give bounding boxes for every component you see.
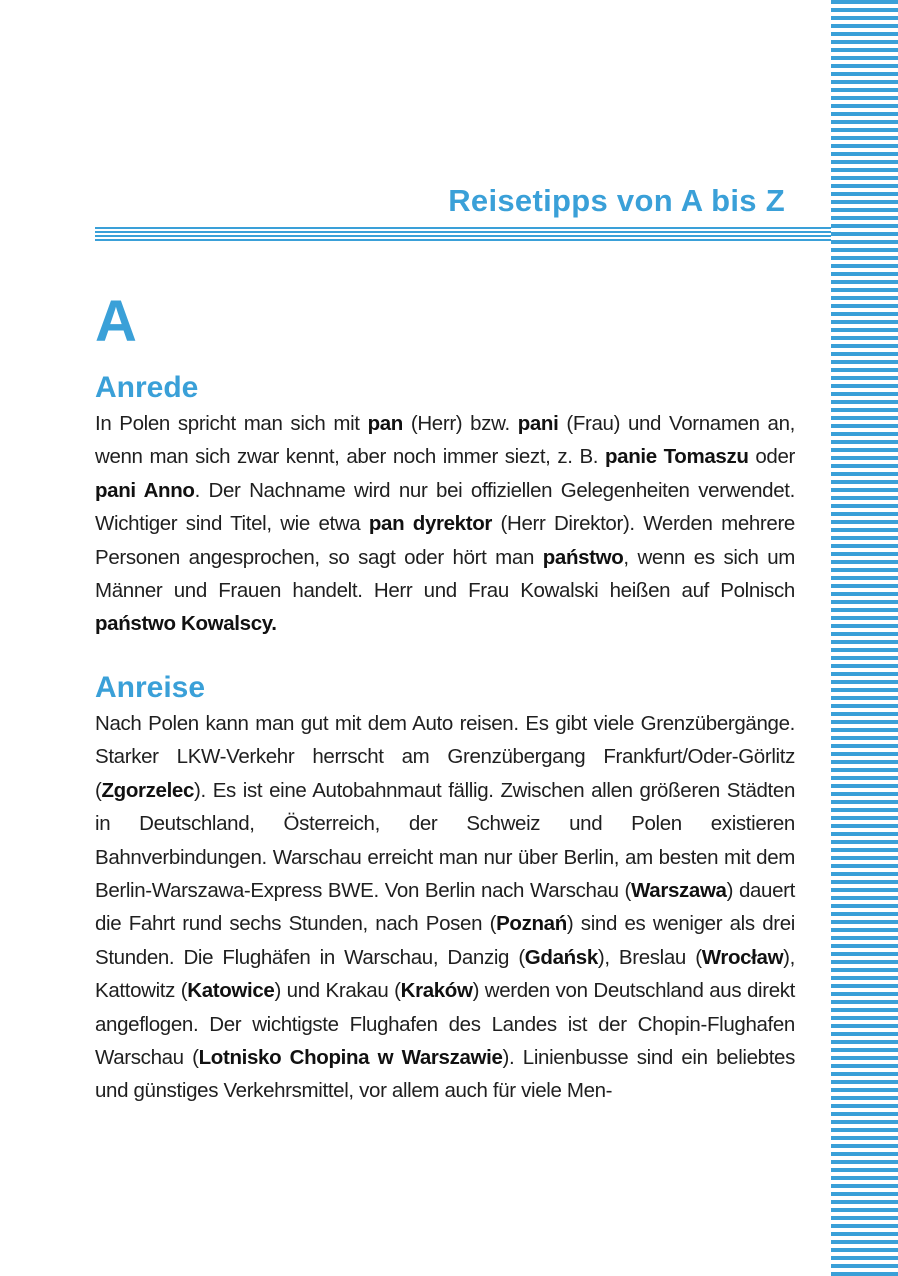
bold-term: Gdańsk bbox=[524, 945, 598, 969]
bold-term: panie Tomaszu bbox=[605, 445, 749, 469]
entry-anreise bbox=[95, 669, 795, 1108]
bold-term: państwo Kowalscy. bbox=[95, 612, 277, 636]
bold-term: Zgorzelec bbox=[101, 778, 195, 802]
bold-term: pan bbox=[367, 412, 403, 435]
bold-term: pani Anno bbox=[95, 478, 195, 502]
text-run: ). Linienbusse sind ein beliebtes und günstiges Verkehrsmittel, vor allem auch für viele Men- bbox=[95, 1046, 795, 1103]
bold-term: Kraków bbox=[400, 979, 473, 1003]
text-run: ) werden von Deutschland aus direkt angeflogen. Der wichtigste Flughafen des Landes ist der Chopin-Flughafen Warschau ( bbox=[95, 979, 795, 1070]
entry-heading: Anrede bbox=[95, 371, 199, 404]
text-run: ) dauert die Fahrt rund sechs Stunden, nach Posen ( bbox=[95, 879, 795, 936]
text-run: In Polen spricht man sich mit bbox=[95, 412, 368, 435]
entry-body bbox=[95, 407, 795, 641]
entry-heading: Anreise bbox=[95, 671, 206, 704]
bold-term: państwo bbox=[542, 545, 624, 569]
bold-term: Wrocław bbox=[701, 945, 784, 969]
text-run: ) und Krakau ( bbox=[274, 979, 401, 1003]
bold-term: pani bbox=[517, 412, 559, 435]
text-run: , wenn es sich um Männer und Frauen handelt. Herr und Frau Kowalski heißen auf Polnisch bbox=[95, 545, 796, 603]
header-rule bbox=[95, 227, 831, 242]
decorative-stripe-band bbox=[831, 0, 898, 1276]
bold-term: pan dyrektor bbox=[368, 512, 493, 536]
text-run: (Herr) bzw. bbox=[402, 412, 518, 435]
entry-anrede bbox=[95, 369, 795, 641]
text-run: ) sind es weniger als drei Stunden. Die Flughäfen in Warschau, Danzig ( bbox=[95, 912, 795, 969]
text-run: oder bbox=[748, 445, 796, 469]
bold-term: Warszawa bbox=[631, 879, 727, 903]
text-run: (Herr Direktor). Werden mehrere Personen angesprochen, so sagt oder hört man bbox=[95, 512, 795, 569]
text-run: Nach Polen kann man gut mit dem Auto reisen. Es gibt viele Grenzübergänge. Starker LKW-Verkehr herrscht am Grenzübergang Frankfurt/Oder-Görlitz ( bbox=[95, 712, 795, 802]
bold-term: Lotnisko Chopina w Warszawie bbox=[198, 1046, 503, 1070]
bold-term: Poznań bbox=[496, 912, 567, 936]
text-run: . Der Nachname wird nur bei offiziellen Gelegenheiten verwendet. Wichtiger sind Titel, wie etwa bbox=[95, 478, 795, 536]
section-letter: A bbox=[95, 289, 137, 354]
page-header-title: Reisetipps von A bis Z bbox=[448, 183, 785, 218]
entry-body bbox=[95, 707, 795, 1108]
text-run: ), Breslau ( bbox=[597, 945, 702, 969]
text-run: ), Kattowitz ( bbox=[95, 945, 795, 1003]
text-run: ). Es ist eine Autobahnmaut fällig. Zwischen allen größeren Städten in Deutschland, Österreich, der Schweiz und Polen existieren Bahnverbindungen. Warschau erreicht man nur über Berlin, am besten mit dem Berlin-Warszawa-Express BWE. Von Berlin nach Warschau ( bbox=[95, 778, 795, 903]
bold-term: Katowice bbox=[187, 979, 275, 1003]
text-run: (Frau) und Vornamen an, wenn man sich zwar kennt, aber noch immer siezt, z. B. bbox=[95, 412, 795, 469]
